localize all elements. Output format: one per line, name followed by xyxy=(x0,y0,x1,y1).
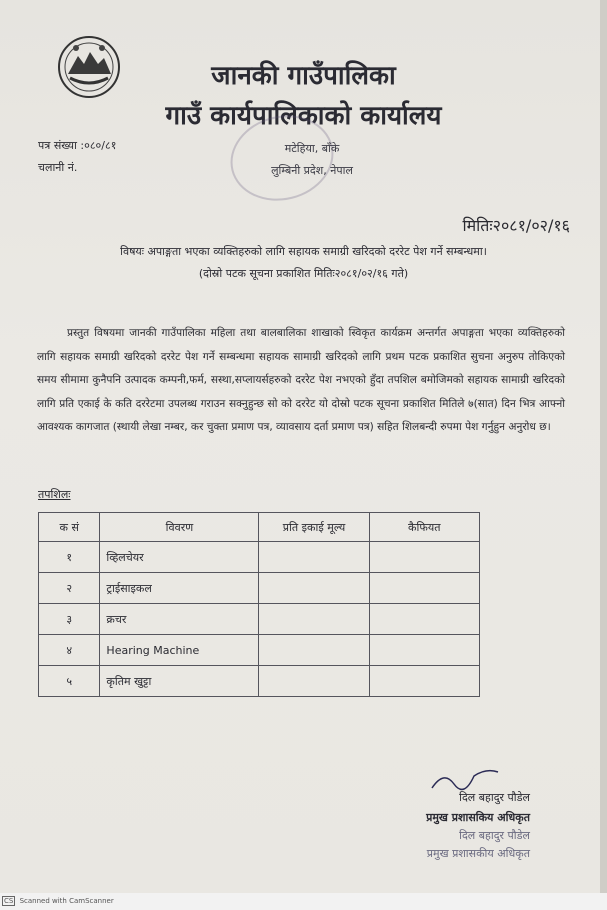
row-sn: ३ xyxy=(39,604,100,635)
col-header-remarks: कैफियत xyxy=(369,513,479,542)
row-remark-cell xyxy=(369,666,479,697)
notice-body xyxy=(37,322,565,440)
row-sn: २ xyxy=(39,573,100,604)
row-sn: ५ xyxy=(39,666,100,697)
stamp-title: प्रमुख प्रशासकीय अधिकृत xyxy=(426,847,530,860)
row-item: कृतिम खुट्टा xyxy=(100,666,259,697)
col-header-description: विवरण xyxy=(100,513,259,542)
table-row xyxy=(39,604,480,635)
row-price-cell xyxy=(259,666,369,697)
camscanner-icon: CS xyxy=(4,897,14,905)
office-name-line2: गाउँ कार्यपालिकाको कार्यालय xyxy=(165,101,442,131)
row-item: क्रचर xyxy=(100,604,259,635)
col-header-sn: क सं xyxy=(39,513,100,542)
letter-date: मितिः२०८१/०२/१६ xyxy=(462,216,570,235)
row-price-cell xyxy=(259,573,369,604)
row-price-cell xyxy=(259,635,369,666)
row-remark-cell xyxy=(369,573,479,604)
table-header-row xyxy=(39,513,480,542)
row-sn: १ xyxy=(39,542,100,573)
row-item: ट्राईसाइकल xyxy=(100,573,259,604)
items-table xyxy=(38,512,480,697)
table-row xyxy=(39,542,480,573)
row-remark-cell xyxy=(369,604,479,635)
table-row xyxy=(39,635,480,666)
row-price-cell xyxy=(259,604,369,635)
subject-note: (दोस्रो पटक सूचना प्रकाशित मितिः२०८१/०२/१६ गते) xyxy=(198,267,409,280)
letter-number: पत्र संख्या :०८०/८१ xyxy=(38,139,117,152)
signatory-name: दिल बहादुर पौडेल xyxy=(459,791,530,804)
address-line2: लुम्बिनी प्रदेश, नेपाल xyxy=(271,164,353,177)
office-name-line1: जानकी गाउँपालिका xyxy=(211,61,396,91)
scanner-credit: Scanned with CamScanner xyxy=(19,897,114,905)
row-remark-cell xyxy=(369,542,479,573)
subject-line: विषयः अपाङ्गता भएका व्यक्तिहरुको लागि सहायक समाग्री खरिदको दररेट पेश गर्ने सम्बन्धमा। xyxy=(120,245,487,258)
scanner-footer xyxy=(0,893,607,910)
col-header-unit-price: प्रति इकाई मूल्य xyxy=(259,513,369,542)
stamp-name: दिल बहादुर पौडेल xyxy=(459,829,530,842)
signatory-title: प्रमुख प्रशासकिय अधिकृत xyxy=(426,811,530,824)
body-paragraph: प्रस्तुत विषयमा जानकी गाउँपालिका महिला तथा बालबालिका शाखाको स्विकृत कार्यक्रम अन्तर्गत अपाङ्गता भएका व्यक्तिहरुको लागि सहायक समाग्री खरिदको दररेट पेश गर्ने सम्बन्धमा सहायक सामाग्री खरिदको लागि प्रथम पटक प्रकाशित सुचना अनुरुप तोकिएको समय सीमामा कुनैपनि उत्पादक कम्पनी,फर्म, सस्था,सप्लायर्सहरुको दररेट पेश नभएको हुँदा तपशिल बमोजिमको सहायक सामाग्री खरिदको लागि प्रति एकाई के कति दररेटमा उपलब्ध गराउन सक्नुहुन्छ सो को दररेट यो दोस्रो पटक सूचना प्रकाशित मितिले ७(सात) दिन भित्र आफ्नो आवश्यक कागजात (स्थायी लेखा नम्बर, कर चुक्ता प्रमाण पत्र, व्यावसाय दर्ता प्रमाण पत्र) सहित शिलबन्दी रुपमा पेश गर्नुहुन अनुरोध छ। xyxy=(37,327,565,433)
row-item: Hearing Machine xyxy=(100,635,259,666)
details-label: तपशिलः xyxy=(38,488,71,501)
row-price-cell xyxy=(259,542,369,573)
office-address xyxy=(252,138,372,182)
row-sn: ४ xyxy=(39,635,100,666)
address-line1: मटेहिया, बाँके xyxy=(284,142,340,155)
table-row xyxy=(39,573,480,604)
row-remark-cell xyxy=(369,635,479,666)
table-row xyxy=(39,666,480,697)
dispatch-number: चलानी नं. xyxy=(38,161,78,174)
row-item: व्हिलचेयर xyxy=(100,542,259,573)
